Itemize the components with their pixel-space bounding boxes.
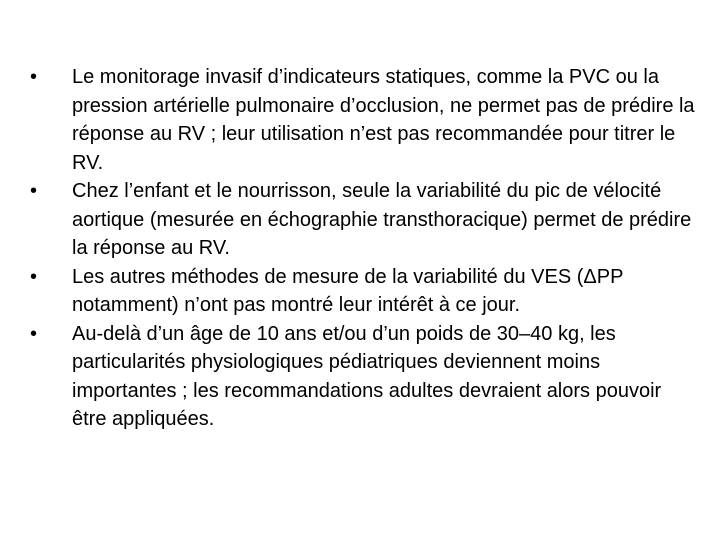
- bullet-item-4: [30, 320, 695, 434]
- bullet-icon: •: [30, 66, 38, 88]
- bullet-item-1: [30, 63, 695, 177]
- bullet-icon: •: [30, 265, 38, 288]
- bullet-text: Les autres méthodes de mesure de la variabilité du VES (ΔPP notamment) n’ont pas montré leur intérêt à ce jour.: [72, 265, 624, 316]
- bullet-icon: •: [30, 322, 38, 345]
- bullet-item-2: [30, 177, 695, 263]
- bullet-text: Le monitorage invasif d’indicateurs statiques, comme la PVC ou la pression artérielle pulmonaire d’occlusion, ne permet pas de prédire la réponse au RV ; leur utilisation n’est pas recommandée pour titrer le RV.: [72, 66, 695, 174]
- bullet-item-3: [30, 263, 695, 320]
- bullet-text: Chez l’enfant et le nourrisson, seule la variabilité du pic de vélocité aortique (mesurée en échographie transthoracique) permet de prédire la réponse au RV.: [72, 180, 692, 259]
- bullet-icon: •: [30, 180, 38, 202]
- bullet-list: [30, 63, 695, 434]
- bullet-text: Au-delà d’un âge de 10 ans et/ou d’un poids de 30–40 kg, les particularités physiologiques pédiatriques deviennent moins importantes ; les recommandations adultes devraient alors pouvoir être appliquées.: [72, 322, 662, 430]
